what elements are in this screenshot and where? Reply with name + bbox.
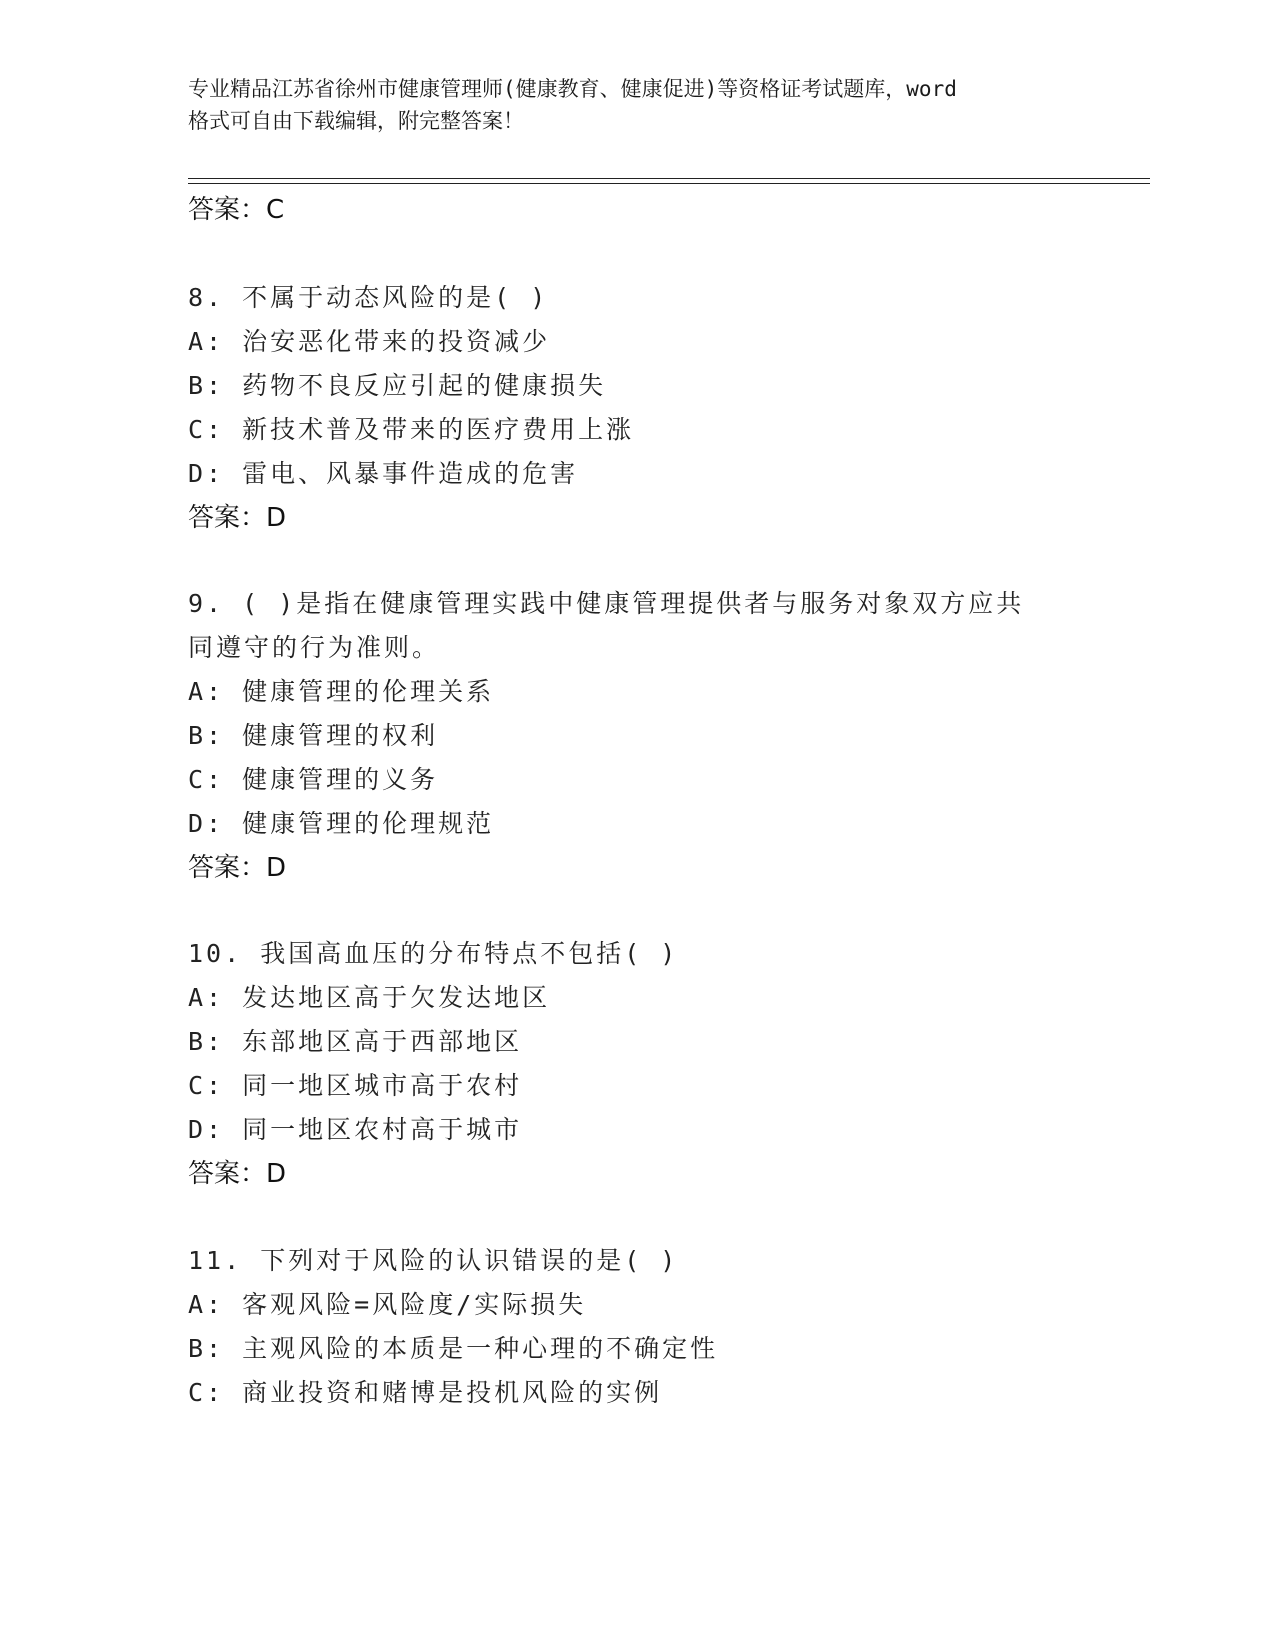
question-11-option-c: C: 商业投资和赌博是投机风险的实例 — [188, 1378, 663, 1407]
header-rule-bottom — [188, 183, 1150, 184]
question-10-stem: 10. 我国高血压的分布特点不包括( ) — [188, 939, 679, 968]
question-9-option-a: A: 健康管理的伦理关系 — [188, 677, 495, 706]
question-8-option-c: C: 新技术普及带来的医疗费用上涨 — [188, 415, 635, 444]
question-9-stem-line-2: 同遵守的行为准则。 — [188, 633, 441, 662]
question-10-option-a: A: 发达地区高于欠发达地区 — [188, 983, 551, 1012]
question-8-option-d: D: 雷电、风暴事件造成的危害 — [188, 459, 579, 488]
question-8-option-a: A: 治安恶化带来的投资减少 — [188, 327, 551, 356]
header-line-1: 专业精品江苏省徐州市健康管理师(健康教育、健康促进)等资格证考试题库，word — [188, 77, 957, 101]
question-11-stem: 11. 下列对于风险的认识错误的是( ) — [188, 1246, 679, 1275]
question-9-option-c: C: 健康管理的义务 — [188, 765, 439, 794]
header-rule-top — [188, 178, 1150, 179]
question-10-option-c: C: 同一地区城市高于农村 — [188, 1071, 523, 1100]
page-header — [188, 73, 1088, 137]
question-11-option-b: B: 主观风险的本质是一种心理的不确定性 — [188, 1334, 719, 1363]
question-8-answer: 答案：D — [188, 503, 287, 533]
question-9-option-d: D: 健康管理的伦理规范 — [188, 809, 495, 838]
question-10-option-d: D: 同一地区农村高于城市 — [188, 1115, 523, 1144]
question-10-option-b: B: 东部地区高于西部地区 — [188, 1027, 523, 1056]
question-8-stem: 8. 不属于动态风险的是( ) — [188, 283, 549, 312]
question-9-stem-line-1: 9. ( )是指在健康管理实践中健康管理提供者与服务对象双方应共 — [188, 589, 1025, 618]
question-11-option-a: A: 客观风险=风险度/实际损失 — [188, 1290, 587, 1319]
question-9-option-b: B: 健康管理的权利 — [188, 721, 439, 750]
question-8-option-b: B: 药物不良反应引起的健康损失 — [188, 371, 607, 400]
question-10-answer: 答案：D — [188, 1159, 287, 1189]
answer-previous: 答案：C — [188, 195, 285, 225]
header-line-2: 格式可自由下载编辑，附完整答案！ — [188, 109, 524, 133]
question-9-answer: 答案：D — [188, 853, 287, 883]
